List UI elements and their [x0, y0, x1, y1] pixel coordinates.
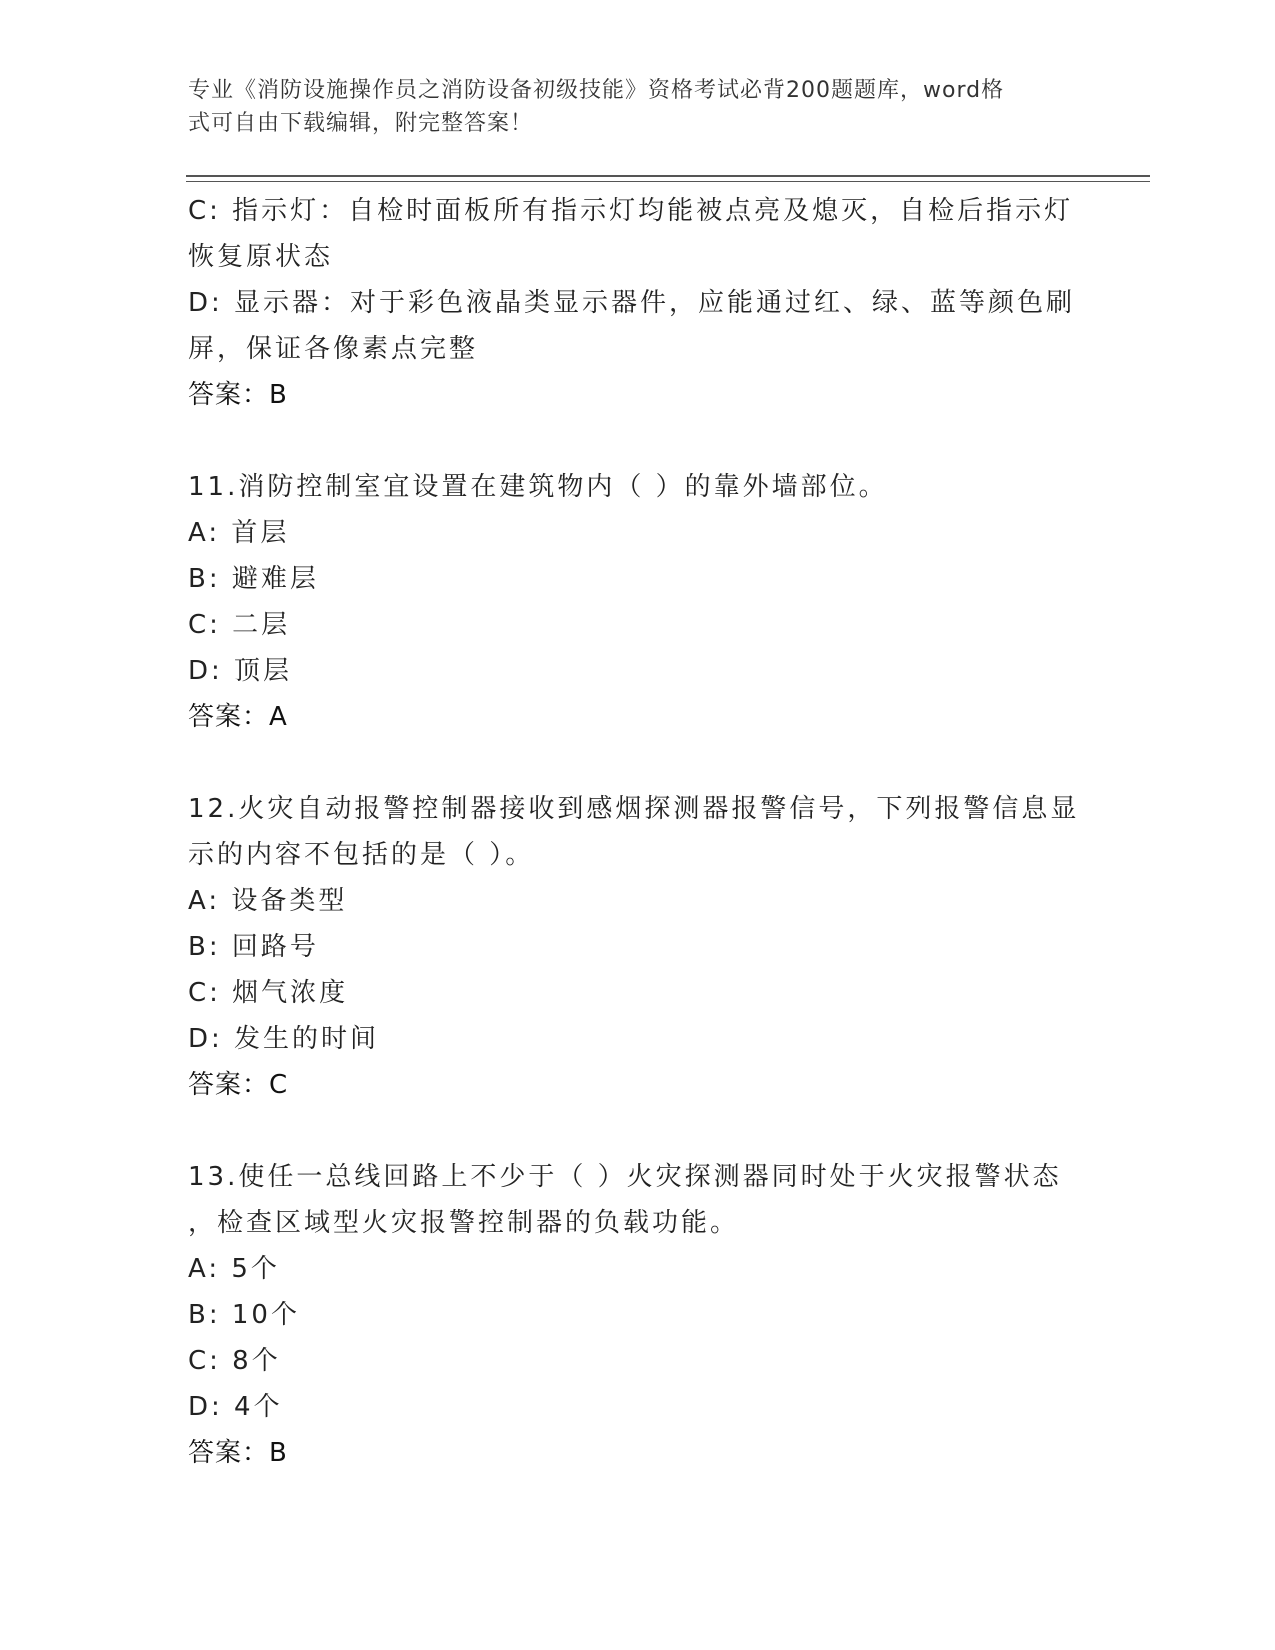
answer-line: 答案：B [188, 1438, 288, 1468]
option-b: B: 避难层 [188, 564, 319, 594]
option-a: A: 5个 [188, 1254, 280, 1284]
option-d-line-2: 屏，保证各像素点完整 [188, 334, 479, 364]
option-d: D: 4个 [188, 1392, 283, 1422]
question-12 [188, 786, 1088, 1108]
option-b: B: 回路号 [188, 932, 319, 962]
header-divider-thin [186, 181, 1150, 182]
option-c: C: 二层 [188, 610, 291, 640]
question-stem-line-1: 12.火灾自动报警控制器接收到感烟探测器报警信号，下列报警信息显 [188, 794, 1080, 824]
question-stem-line-1: 13.使任一总线回路上不少于（ ）火灾探测器同时处于火灾报警状态 [188, 1162, 1062, 1192]
option-b: B: 10个 [188, 1300, 300, 1330]
option-c: C: 8个 [188, 1346, 281, 1376]
option-c: C: 烟气浓度 [188, 978, 349, 1008]
previous-question-tail [188, 188, 1088, 418]
option-c-line-2: 恢复原状态 [188, 242, 334, 272]
option-d: D: 发生的时间 [188, 1024, 380, 1054]
option-a: A: 首层 [188, 518, 290, 548]
header-divider-thick [186, 175, 1150, 177]
spacer [188, 740, 1088, 786]
question-content [188, 188, 1088, 1476]
answer-line: 答案：C [188, 1070, 289, 1100]
question-11 [188, 464, 1088, 740]
header-line-1: 专业《消防设施操作员之消防设备初级技能》资格考试必背200题题库，word格 [188, 78, 1005, 103]
option-a: A: 设备类型 [188, 886, 348, 916]
spacer [188, 418, 1088, 464]
document-header [188, 74, 1068, 140]
question-stem-line-2: ，检查区域型火灾报警控制器的负载功能。 [188, 1208, 740, 1238]
answer-line: 答案：A [188, 702, 288, 732]
question-13 [188, 1154, 1088, 1476]
question-stem-line-2: 示的内容不包括的是（ ）。 [188, 840, 535, 870]
answer-line: 答案：B [188, 380, 288, 410]
header-line-2: 式可自由下载编辑，附完整答案！ [188, 111, 534, 136]
question-stem: 11.消防控制室宜设置在建筑物内（ ）的靠外墙部位。 [188, 472, 888, 502]
spacer [188, 1108, 1088, 1154]
option-d-line-1: D: 显示器：对于彩色液晶类显示器件，应能通过红、绿、蓝等颜色刷 [188, 288, 1076, 318]
option-d: D: 顶层 [188, 656, 293, 686]
option-c-line-1: C: 指示灯：自检时面板所有指示灯均能被点亮及熄灭，自检后指示灯 [188, 196, 1074, 226]
